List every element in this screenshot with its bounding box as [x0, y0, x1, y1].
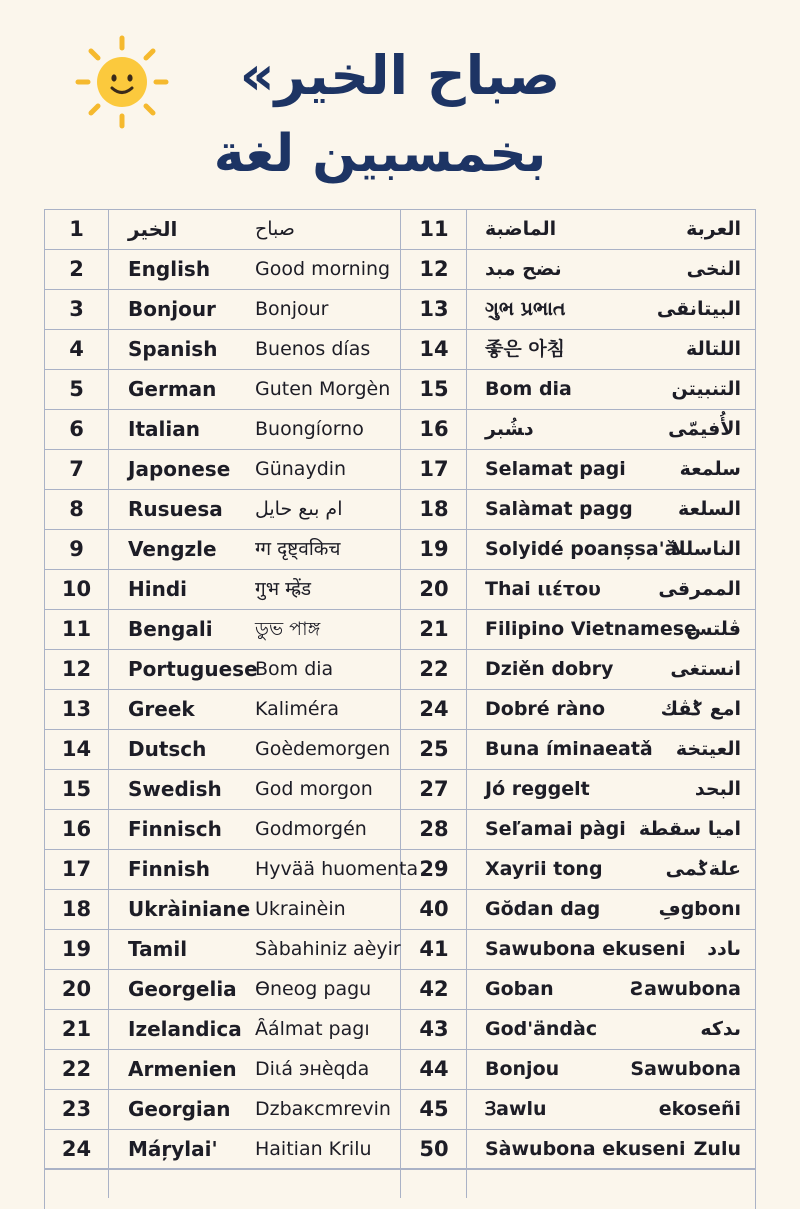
language-name: German — [128, 377, 217, 401]
right-greeting-latin: Seľamai pàgi — [485, 818, 626, 840]
page-subtitle: بخمسبين لغة — [213, 124, 547, 184]
row-number-left: 5 — [69, 377, 84, 401]
table-row — [45, 890, 755, 930]
table-row — [45, 410, 755, 450]
row-number-right: 28 — [419, 817, 449, 841]
language-name: Portuguese — [128, 657, 258, 681]
right-greeting-arabic: الناسللا — [671, 538, 741, 560]
greeting-text: Buenos días — [255, 338, 371, 360]
table-row — [45, 850, 755, 890]
right-greeting-latin: Gŏdan dag — [485, 898, 601, 920]
table-row — [45, 1050, 755, 1090]
table-row — [45, 530, 755, 570]
row-number-left: 20 — [61, 977, 92, 1001]
table-row — [45, 370, 755, 410]
greeting-text: ام بىع حايل — [255, 498, 343, 520]
right-greeting-arabic: علةݣمى — [665, 858, 741, 880]
greeting-text: Günaydin — [255, 458, 347, 480]
language-name: Finnisch — [128, 817, 222, 841]
language-name: Izelandica — [128, 1017, 242, 1041]
row-number-left: 11 — [61, 617, 92, 641]
row-number-right: 14 — [419, 337, 449, 361]
row-number-right: 13 — [419, 297, 449, 321]
table-row — [45, 1010, 755, 1050]
language-name: Máŗylai' — [128, 1137, 218, 1161]
row-number-right: 20 — [419, 577, 449, 601]
right-greeting-arabic: اللتالة — [686, 338, 741, 360]
row-number-left: 12 — [61, 657, 92, 681]
greeting-text: ডুভ পাঙ্গ — [255, 618, 321, 640]
row-number-right: 27 — [419, 777, 449, 801]
row-number-left: 24 — [61, 1137, 92, 1161]
row-number-left: 13 — [61, 697, 92, 721]
greeting-text: Buongíorno — [255, 418, 364, 440]
language-name: Dutsch — [128, 737, 207, 761]
row-number-left: 3 — [69, 297, 84, 321]
language-name: Bonjour — [128, 297, 216, 321]
greeting-text: Good morning — [255, 258, 391, 280]
greeting-text: God morgon — [255, 778, 373, 800]
table-row — [45, 1090, 755, 1130]
greeting-text: गुभ म्ह्रेंड — [255, 578, 312, 600]
right-greeting-arabic: ىادد — [707, 938, 741, 960]
right-greeting-latin: Jó reggelt — [485, 778, 590, 800]
right-greeting-arabic: النخى — [686, 258, 741, 280]
right-greeting-latin: Sàwubona ekuseni — [485, 1138, 686, 1160]
right-greeting-latin: ગુભ પ્રભાત — [485, 298, 566, 320]
table-row — [45, 450, 755, 490]
table-row — [45, 490, 755, 530]
right-greeting-arabic: الأُفيمّى — [668, 418, 741, 440]
right-greeting-latin: Bonjou — [485, 1058, 560, 1080]
row-number-left: 17 — [61, 857, 92, 881]
greeting-text: Bom dia — [255, 658, 334, 680]
row-number-left: 18 — [61, 897, 92, 921]
row-number-right: 24 — [419, 697, 449, 721]
row-number-left: 14 — [61, 737, 92, 761]
right-greeting-arabic: البيتانقى — [656, 298, 741, 320]
table-row — [45, 770, 755, 810]
row-number-right: 18 — [419, 497, 449, 521]
right-greeting-latin: 좋은 아침 — [485, 338, 566, 360]
right-greeting-latin: الماضبة — [485, 218, 557, 240]
right-greeting-arabic: ىدكە — [700, 1018, 741, 1040]
row-number-right: 16 — [419, 417, 449, 441]
row-number-right: 45 — [419, 1097, 449, 1121]
greeting-text: ग्ग दृष्ट्वकिच — [255, 538, 341, 560]
greeting-text: Ukrainèin — [255, 898, 346, 920]
right-greeting-arabic: السلعة — [678, 498, 741, 520]
language-name: Vengzle — [128, 537, 217, 561]
row-number-left: 6 — [69, 417, 84, 441]
language-name: Georgelia — [128, 977, 237, 1001]
table-row — [45, 810, 755, 850]
row-number-left: 1 — [69, 217, 84, 241]
row-number-right: 42 — [419, 977, 449, 1001]
right-greeting-latin: Thai ιιέτου — [485, 578, 601, 600]
table-row — [45, 290, 755, 330]
right-greeting-arabic: العيتخة — [675, 738, 741, 760]
language-name: Rusuesa — [128, 497, 223, 521]
greeting-text: Ȃálmat pagı — [255, 1018, 370, 1040]
right-greeting-latin: God'ändàc — [485, 1018, 598, 1040]
table-row — [45, 970, 755, 1010]
table-row — [45, 250, 755, 290]
row-number-left: 23 — [61, 1097, 92, 1121]
row-number-right: 21 — [419, 617, 449, 641]
right-greeting-arabic: Ƨawubona — [630, 978, 741, 1000]
right-greeting-latin: Salàmat pagg — [485, 498, 633, 520]
greeting-text: Godmorgén — [255, 818, 367, 840]
greetings-table — [44, 209, 756, 1169]
row-number-left: 9 — [69, 537, 84, 561]
row-number-right: 41 — [419, 937, 449, 961]
row-number-left: 21 — [61, 1017, 92, 1041]
row-number-left: 16 — [61, 817, 92, 841]
language-name: Spanish — [128, 337, 218, 361]
row-number-right: 29 — [419, 857, 449, 881]
right-greeting-arabic: العربة — [686, 218, 741, 240]
table-row — [45, 730, 755, 770]
table-row — [45, 210, 755, 250]
table-row — [45, 1130, 755, 1170]
right-greeting-arabic: انستغى — [670, 658, 741, 680]
row-number-right: 25 — [419, 737, 449, 761]
row-number-right: 19 — [419, 537, 449, 561]
row-number-left: 2 — [69, 257, 84, 281]
language-name: Bengali — [128, 617, 213, 641]
right-greeting-latin: Dobré ràno — [485, 698, 606, 720]
language-name: English — [128, 257, 211, 281]
table-row — [45, 610, 755, 650]
right-greeting-latin: Buna íminaeatǎ — [485, 738, 653, 760]
greeting-text: Goèdemorgen — [255, 738, 391, 760]
right-greeting-arabic: ڤلتس — [686, 618, 741, 640]
table-row — [45, 330, 755, 370]
greeting-text: Dzbaĸcmrevin — [255, 1098, 391, 1120]
language-name: Ukràiniane — [128, 897, 251, 921]
language-name: الخير — [128, 217, 178, 241]
greeting-text: Өneog pagu — [255, 978, 372, 1000]
language-name: Japonese — [128, 457, 231, 481]
table-row — [45, 690, 755, 730]
right-greeting-latin: Goban — [485, 978, 554, 1000]
right-greeting-arabic: ekoseñi — [658, 1098, 741, 1120]
right-greeting-latin: Dziěn dobry — [485, 658, 614, 680]
greeting-text: Hyvää huomenta — [255, 858, 419, 880]
row-number-left: 15 — [61, 777, 92, 801]
row-number-left: 22 — [61, 1057, 92, 1081]
right-greeting-arabic: سلمعة — [679, 458, 741, 480]
right-greeting-latin: Solyidé poanșsa'ǎ — [485, 538, 678, 560]
language-name: Hindi — [128, 577, 188, 601]
language-name: Tamil — [128, 937, 188, 961]
right-greeting-arabic: Zulu — [693, 1138, 741, 1160]
table-row — [45, 930, 755, 970]
right-greeting-latin: Bom dia — [485, 378, 572, 400]
right-greeting-latin: Selamat pagi — [485, 458, 626, 480]
language-name: Georgian — [128, 1097, 231, 1121]
greeting-text: Sàbahiniz aèyir — [255, 938, 401, 960]
language-name: Swedish — [128, 777, 222, 801]
right-greeting-latin: Sawubona ekuseni — [485, 938, 686, 960]
right-greeting-latin: ﻧﻀﺢ ﻣﺒﺪ — [485, 258, 562, 280]
table-bottom-edge — [44, 1169, 756, 1209]
row-number-right: 17 — [419, 457, 449, 481]
row-number-right: 43 — [419, 1017, 449, 1041]
right-greeting-latin: Ɜаwlu — [485, 1098, 547, 1120]
row-number-right: 22 — [419, 657, 449, 681]
language-name: Armenien — [128, 1057, 237, 1081]
right-greeting-arabic: ڡِgbonı — [658, 898, 741, 920]
right-greeting-arabic: امع ݣڤك — [660, 698, 741, 720]
row-number-right: 11 — [419, 217, 449, 241]
right-greeting-arabic: Sawubona — [630, 1058, 741, 1080]
row-number-left: 19 — [61, 937, 92, 961]
row-number-right: 15 — [419, 377, 449, 401]
row-number-left: 7 — [69, 457, 84, 481]
right-greeting-latin: Xayrii tong — [485, 858, 603, 880]
greeting-text: Kaliméra — [255, 698, 339, 720]
right-greeting-arabic: الممرقى — [658, 578, 741, 600]
table-row — [45, 570, 755, 610]
right-greeting-latin: ﺩﺸُﺒﺮ — [485, 418, 534, 440]
greeting-text: Bonjour — [255, 298, 329, 320]
right-greeting-arabic: البحد — [694, 778, 741, 800]
smiling-sun-icon — [74, 34, 170, 130]
row-number-left: 8 — [69, 497, 84, 521]
row-number-right: 12 — [419, 257, 449, 281]
row-number-left: 4 — [69, 337, 84, 361]
language-name: Finnish — [128, 857, 210, 881]
table-row — [45, 650, 755, 690]
right-greeting-arabic: التنبيتن — [671, 378, 741, 400]
row-number-right: 40 — [419, 897, 449, 921]
right-greeting-arabic: امیا سقطة — [638, 818, 741, 840]
row-number-right: 44 — [419, 1057, 449, 1081]
greeting-text: Haitian Krilu — [255, 1138, 372, 1160]
language-name: Greek — [128, 697, 195, 721]
greeting-text: Guten Morgèn — [255, 378, 391, 400]
greeting-text: صباح — [255, 218, 295, 240]
row-number-right: 50 — [419, 1137, 449, 1161]
page-title: صباح الخير» — [239, 44, 561, 107]
language-name: Italian — [128, 417, 200, 441]
row-number-left: 10 — [61, 577, 92, 601]
greeting-text: Diιá энèqda — [255, 1058, 370, 1080]
right-greeting-latin: Filipino Vietnamese — [485, 618, 697, 640]
